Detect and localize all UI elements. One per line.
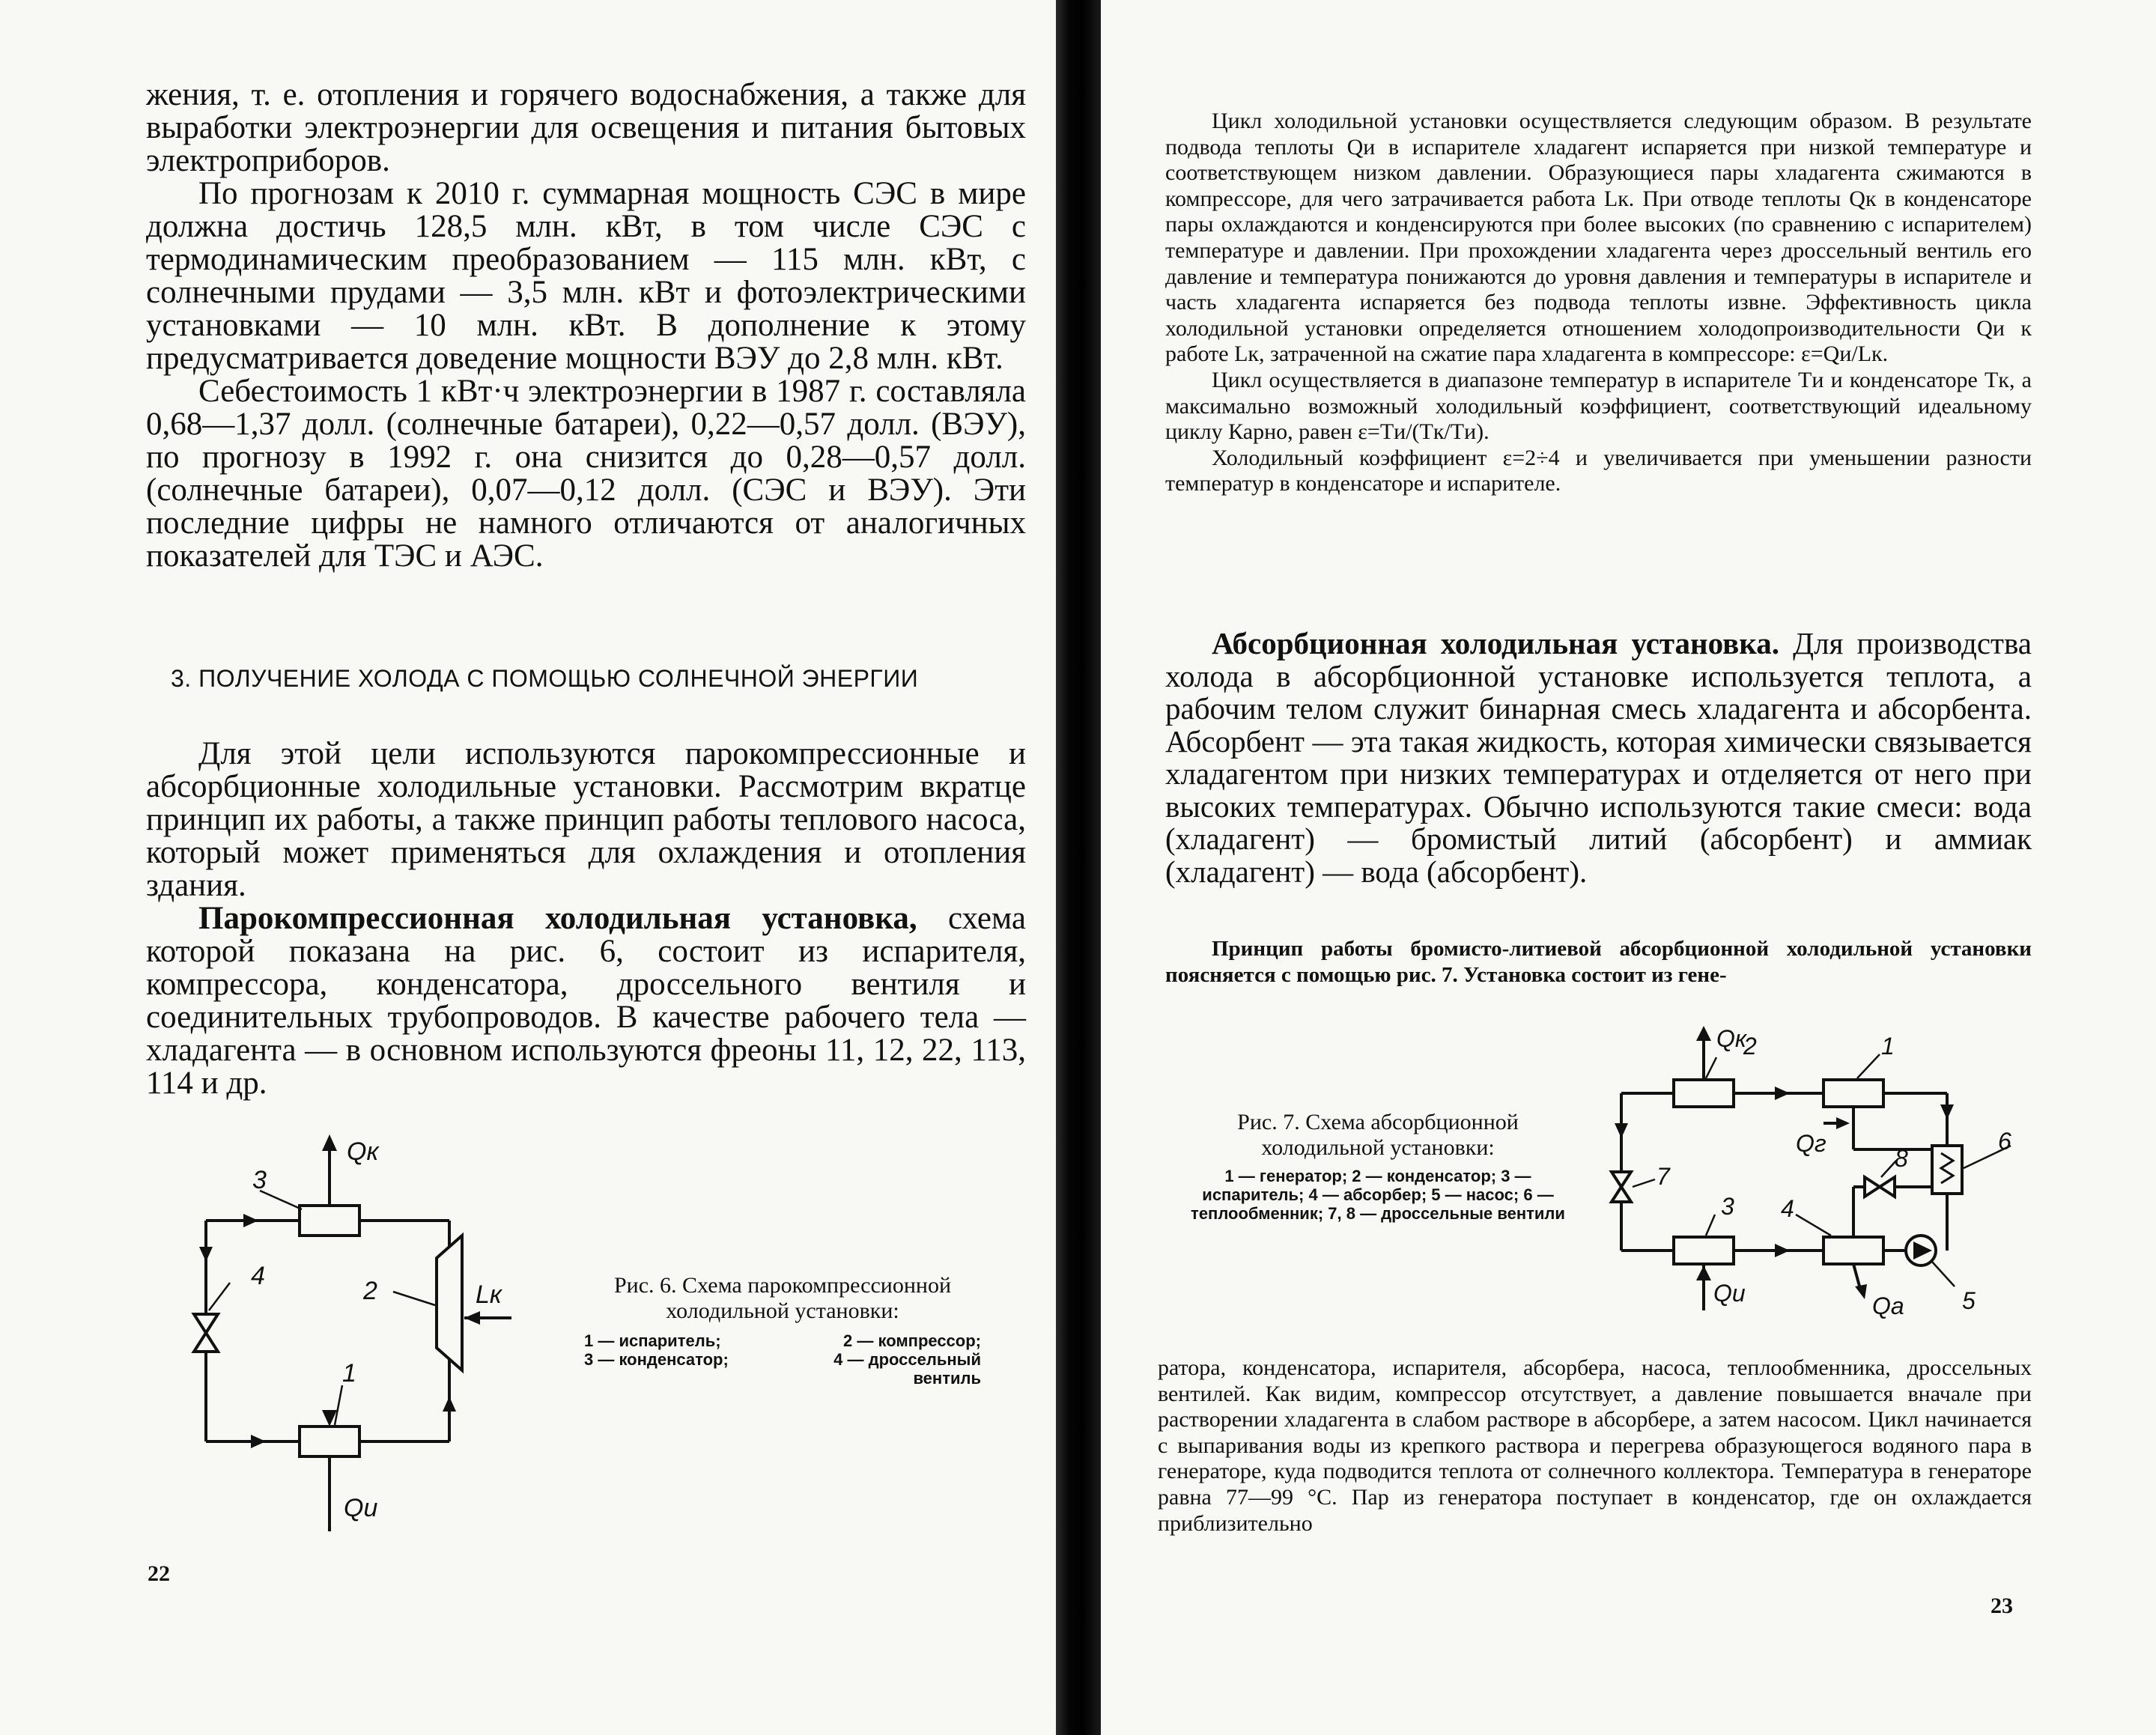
fig6-diagram <box>168 1127 513 1546</box>
left-page <box>0 0 1056 1735</box>
right-principle-text <box>1165 936 2032 988</box>
paragraph-coefficient: Холодильный коэффициент ε=2÷4 и увеличивается при уменьшении разности температур в конденсаторе и испарителе. <box>1165 445 2032 496</box>
fig7-condenser <box>1674 1080 1734 1107</box>
fig6-evaporator <box>300 1426 359 1456</box>
fig6-label-4: 4 <box>251 1262 265 1290</box>
fig6-compressor <box>437 1236 462 1370</box>
section-heading: 3. ПОЛУЧЕНИЕ ХОЛОДА С ПОМОЩЬЮ СОЛНЕЧНОЙ ЭНЕРГИИ <box>171 665 919 692</box>
left-section-text <box>146 738 1026 1100</box>
fig7-heat-exchanger <box>1932 1146 1962 1194</box>
fig7-label-qi: Qи <box>1713 1280 1746 1307</box>
fig6-throttle-valve <box>194 1314 218 1352</box>
fig6-legend <box>584 1331 981 1388</box>
paragraph-principle: Принцип работы бромисто-литиевой абсорбционной холодильной установки поясняется с помощью рис. 7. Установка состоит из гене- <box>1165 937 2032 987</box>
paragraph-vapor <box>146 902 1026 1100</box>
fig7-diagram <box>1603 1018 2029 1333</box>
fig7-label-1: 1 <box>1881 1033 1895 1060</box>
left-top-text <box>146 79 1026 573</box>
fig7-label-6: 6 <box>1998 1128 2011 1155</box>
fig7-valve-8 <box>1865 1177 1895 1197</box>
fig6-label-1: 1 <box>342 1359 356 1388</box>
fig7-evaporator <box>1674 1237 1734 1264</box>
paragraph-absorption <box>1165 628 2032 888</box>
fig7-label-7: 7 <box>1657 1163 1670 1190</box>
paragraph-cycle: Цикл холодильной установки осуществляется следующим образом. В результате подвода теплоты Qи в испарителе хладагент испаряется при низкой температуре и соответствующем низком давлении. Образующиеся пары хладагента сжимаются в компрессоре, для чего затрачивается работа Lк. При отводе теплоты Qк в конденсаторе пары охлаждаются и конденсируются при более высоких (по сравнению с испарителем) температуре и давлении. При прохождении хладагента через дроссельный вентиль его давление и температура понижаются до уровня давления и температуры в испарителе и часть хладагента испаряется без подвода теплоты извне. Эффективность цикла холодильной установки определяется отношением холодопроизводительности Qи к работе Lк, затраченной на сжатие пара хладагента в компрессоре: ε=Qи/Lк. <box>1165 109 2032 367</box>
fig7-absorber <box>1824 1237 1883 1264</box>
fig6-legend-2: 2 — компрессор; <box>843 1331 981 1350</box>
fig7-label-4: 4 <box>1781 1195 1794 1222</box>
fig6-caption <box>584 1273 981 1388</box>
fig6-label-lk: Lк <box>476 1280 502 1309</box>
fig7-label-5: 5 <box>1962 1287 1976 1314</box>
fig6-legend-4: 4 — дроссельный вентиль <box>833 1350 981 1388</box>
paragraph-carnot: Цикл осуществляется в диапазоне температур в испарителе Tи и конденсаторе Tк, а максимально возможный холодильный коэффициент, соответствующий идеальному циклу Карно, равен ε=Tи/(Tк/Tи). <box>1165 367 2032 445</box>
paragraph-generator: ратора, конденсатора, испарителя, абсорбера, насоса, теплообменника, дроссельных вентилей. Как видим, компрессор отсутствует, а давление повышается вначале при растворении хладагента в слабом растворе в абсорбере, а затем насосом. Цикл начинается с выпаривания воды из крепкого раствора и перегрева образующегося водяного пара в генераторе, куда подводится теплота от солнечного коллектора. Температура в генераторе равна 77—99 °С. Пар из генератора поступает в конденсатор, где он охлаждается приблизительно <box>1158 1355 2032 1536</box>
fig6-condenser <box>300 1206 359 1236</box>
fig7-legend: 1 — генератор; 2 — конденсатор; 3 — испаритель; 4 — абсорбер; 5 — насос; 6 — теплообменник; 7, 8 — дроссельные вентили <box>1191 1167 1565 1223</box>
right-bottom-text <box>1158 1355 2032 1537</box>
fig7-label-qa: Qа <box>1872 1292 1904 1319</box>
fig6-legend-1: 1 — испаритель; <box>584 1331 721 1350</box>
right-absorption-text <box>1165 628 2032 888</box>
fig6-label-2: 2 <box>363 1277 377 1305</box>
fig7-label-qk: Qк <box>1716 1025 1746 1052</box>
fig7-label-3: 3 <box>1721 1193 1734 1220</box>
paragraph-cost: Себестоимость 1 кВт·ч электроэнергии в 1987 г. составляла 0,68—1,37 долл. (солнечные батареи), 0,22—0,57 долл. (ВЭУ), по прогнозу в 1992 г. она снизится до 0,28—0,57 долл. (солнечные батареи), 0,07—0,12 долл. (СЭС и ВЭУ). Эти последние цифры не намного отличаются от аналогичных показателей для ТЭС и АЭС. <box>146 374 1026 574</box>
vapor-term: Парокомпрессионная холодильная установка, <box>198 901 917 936</box>
fig6-label-qk: Qк <box>347 1137 379 1166</box>
fig7-caption <box>1179 1110 1576 1223</box>
book-spine <box>1056 0 1101 1735</box>
right-top-text <box>1165 109 2032 497</box>
page-number-right: 23 <box>1990 1593 2013 1618</box>
fig7-label-2: 2 <box>1743 1033 1757 1060</box>
fig7-label-qg: Qг <box>1796 1130 1826 1157</box>
page-number-left: 22 <box>148 1561 170 1586</box>
vapor-description: схема которой показана на рис. 6, состоит из испарителя, компрессора, конденсатора, дроссельного вентиля и соединительных трубопроводов. В качестве рабочего тела — хладагента — в основном используются фреоны 11, 12, 22, 113, 114 и др. <box>146 901 1026 1101</box>
fig6-title: Рис. 6. Схема парокомпрессионной холодильной установки: <box>613 1273 952 1323</box>
fig6-label-qi: Qи <box>344 1494 378 1522</box>
fig7-title: Рис. 7. Схема абсорбционной холодильной установки: <box>1237 1110 1519 1160</box>
absorption-description: Для производства холода в абсорбционной установке используется теплота, а рабочим телом служит бинарная смесь хладагента и абсорбента. Абсорбент — эта такая жидкость, которая химически связывается хладагентом при низких температурах и отделяется от него при высоких температурах. Обычно используются такие смеси: вода (хладагент) — бромистый литий (абсорбент) и аммиак (хладагент) — вода (абсорбент). <box>1165 626 2032 889</box>
paragraph-intro: Для этой цели используются парокомпрессионные и абсорбционные холодильные установки. Рассмотрим вкратце принцип их работы, а также принцип работы теплового насоса, который может применяться для охлаждения и отопления здания. <box>146 736 1026 903</box>
paragraph-forecast: По прогнозам к 2010 г. суммарная мощность СЭС в мире должна достичь 128,5 млн. кВт, в том числе СЭС с термодинамическим преобразованием — 115 млн. кВт, с солнечными прудами — 3,5 млн. кВт и фотоэлектрическими установками — 10 млн. кВт. В дополнение к этому предусматривается доведение мощности ВЭУ до 2,8 млн. кВт. <box>146 176 1026 376</box>
absorption-term: Абсорбционная холодильная установка. <box>1212 626 1780 660</box>
paragraph-continued: жения, т. е. отопления и горячего водоснабжения, а также для выработки электроэнергии для освещения и питания бытовых электроприборов. <box>146 77 1026 178</box>
fig7-label-8: 8 <box>1895 1145 1908 1172</box>
fig7-valve-7 <box>1612 1172 1631 1202</box>
fig6-label-3: 3 <box>252 1166 267 1194</box>
fig6-legend-3: 3 — конденсатор; <box>584 1350 729 1369</box>
fig7-generator <box>1824 1080 1883 1107</box>
